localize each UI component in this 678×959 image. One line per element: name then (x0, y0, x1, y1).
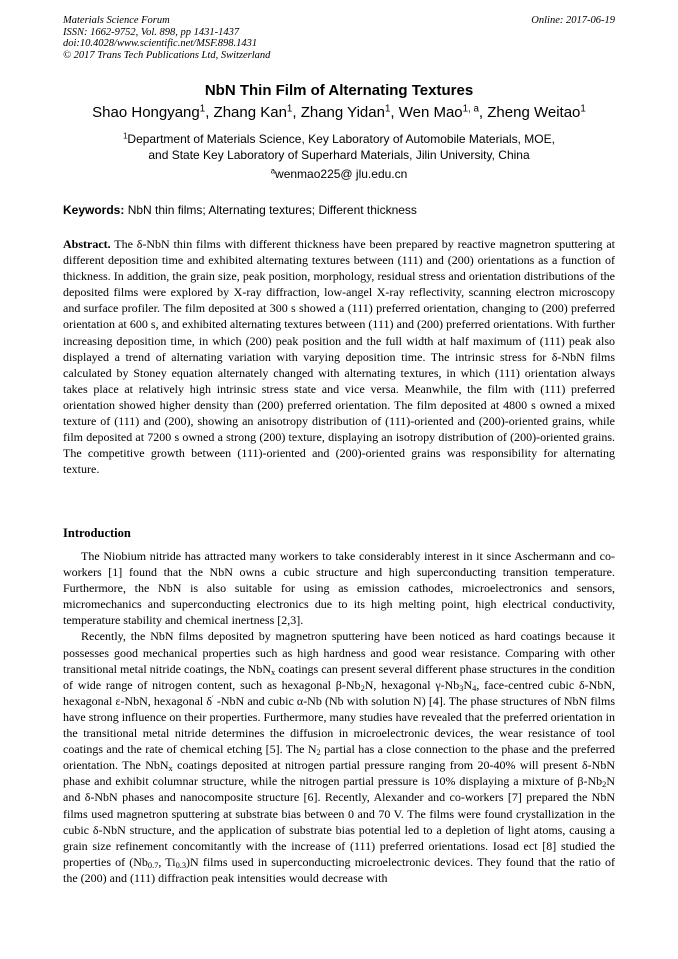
subscript: 2 (316, 748, 321, 758)
text-run: Recently, the NbN films deposited by magnetron sputtering have been noticed as hard coatings because it possesses good mechanical properties such as high hardness and good wear resistance. Comparing with other transitional metal nitride coatings, the NbN (63, 629, 615, 676)
subscript: 0.3 (175, 860, 187, 870)
journal-name: Materials Science Forum (63, 15, 170, 26)
paragraph-text: The Niobium nitride has attracted many workers to take considerably interest in it since Aschermann and co-workers [1] found that the NbN owns a cubic structure and high superconducting transition temperature. Furthermore, the NbN is also suitable for using as emission cathodes, microelectronics and sensors, micromechanics and superconducting electronics due to its high melting point, high electrical conductivity, temperature stability and chemical inertness [2,3]. (63, 549, 615, 628)
doi-line: doi:10.4028/www.scientific.net/MSF.898.1431 (63, 38, 258, 49)
paragraph (63, 548, 615, 628)
affil-line-1: Department of Materials Science, Key Laboratory of Automobile Materials, MOE, (127, 132, 555, 146)
text-run: N, hexagonal γ-Nb (364, 677, 460, 692)
text-run: )N films used in superconducting microelectronic devices. They found that the ratio of the (200) and (111) diffraction peak intensities would decrease with (63, 854, 616, 885)
text-run: , face-centred cubic δ-NbN, hexagonal ε-NbN, hexagonal δ (63, 677, 615, 708)
author-affil-mark: 1 (199, 103, 206, 115)
author-name: Zheng Weitao (487, 104, 581, 121)
affil-line-2: and State Key Laboratory of Superhard Materials, Jilin University, China (148, 148, 530, 162)
journal-header (63, 15, 270, 61)
author-name: Shao Hongyang (92, 104, 200, 121)
affiliation (0, 131, 678, 163)
author-affil-mark: 1 (286, 103, 293, 115)
keywords (63, 203, 417, 217)
abstract-text: The δ-NbN thin films with different thickness have been prepared by reactive magnetron sputtering at different deposition time and exhibited alternating textures between (111) and (200) orientations as a function of thickness. In addition, the grain size, peak position, morphology, residual stress and orientation distributions of the deposited films were explored by X-ray diffraction, low-angel X-ray reflectivity, scanning electron microscopy and surface profiler. The film deposited at 300 s showed a (111) preferred orientation, changing to (200) preferred orientation at 600 s, and exhibited alternating textures between (111) and (200) preferred orientations. With further increasing deposition time, in which (200) peak position and the full width at half maximum of (111) peak also displayed a trend of alternating variation with varying deposition time. The intrinsic stress for δ-NbN films calculated by Stoney equation alternately changed with alternating textures, in which (111) orientation always takes place at relatively high intrinsic stress state and vice versa. Meanwhile, the film with (111) preferred orientation showed higher density than (200) preferred orientation. The film deposited at 4800 s owned a mixed texture of (111) and (200), showing an anisotropy distribution of (111)-oriented and (200)-oriented grains, while film deposited at 7200 s owned a strong (200) texture, displaying an isotropy distribution of (200)-oriented grains. The competitive growth between (111)-oriented and (200)-oriented grains was responsibility for alternating texture. (63, 237, 615, 477)
subscript: 2 (360, 683, 365, 693)
author-affil-mark: 1, a (462, 103, 479, 115)
subscript: x (271, 667, 276, 677)
affil-mark: 1 (123, 131, 128, 141)
text-run: -NbN and cubic α-Nb (Nb with solution N) [4]. The phase structures of NbN films have strong influence on their properties. Furthermore, many studies have revealed that the preferred orientation in the transitional metal nitride determines the diffusion in microelectronic devices, the wear resistance of tool coatings and the rate of chemical etching [5]. The N (63, 693, 615, 757)
copyright-line: © 2017 Trans Tech Publications Ltd, Switzerland (63, 49, 271, 61)
paragraph (63, 628, 615, 886)
text-run: coatings can present several different phase structures in the condition of wide range of nitrogen content, such as hexagonal β-Nb (63, 661, 615, 692)
paper-title: NbN Thin Film of Alternating Textures (204, 82, 474, 99)
subscript: 4 (472, 683, 477, 693)
author-email (0, 167, 678, 181)
subscript: x (168, 764, 173, 774)
subscript: 0.7 (147, 860, 159, 870)
author-affil-mark: 1 (580, 103, 586, 115)
superscript: ′ (212, 693, 214, 703)
section-heading-introduction: Introduction (63, 526, 131, 540)
keywords-label: Keywords: (63, 203, 125, 217)
subscript: 2 (602, 780, 607, 790)
abstract-label: Abstract. (63, 237, 111, 251)
email-address: wenmao225@ jlu.edu.cn (275, 167, 408, 181)
author-affil-mark: 1 (384, 103, 391, 115)
author-name: Zhang Kan (213, 104, 287, 121)
introduction-body (63, 548, 615, 886)
text-run: , Ti (158, 854, 176, 869)
author-list: Shao Hongyang$^1$, Zhang Kan$^1$, Zhang Yidan$^1$, Wen Mao$^{1, a}$, Zheng Weitao$^1$ (92, 103, 586, 121)
text-run: partial has a close connection to the phase and the preferred orientation. The NbN (63, 742, 615, 773)
author-name: Wen Mao (398, 104, 463, 121)
text-run: N (463, 677, 473, 692)
author-name: Zhang Yidan (300, 104, 385, 121)
keywords-text: NbN thin films; Alternating textures; Different thickness (124, 203, 417, 217)
issn-line: ISSN: 1662-9752, Vol. 898, pp 1431-1437 (63, 26, 240, 38)
text-run: N and δ-NbN phases and nanocomposite structure [6]. Recently, Alexander and co-workers [7] prepared the NbN films used magnetron sputtering at substrate bias between 0 and 70 V. The films were found crystallization in the cubic δ-NbN structure, and the application of substrate bias potential led to a depletion of light atoms, causing a grain size refinement concomitantly with the increase of (111) preferred orientations. Iosad ect [8] studied the properties of (Nb (63, 774, 615, 869)
subscript: 3 (459, 683, 464, 693)
abstract (63, 236, 615, 477)
text-run: coatings deposited at nitrogen partial pressure ranging from 20-40% will present δ-NbN phase and exhibit columnar structure, while the nitrogen partial pressure is 10% displaying a mixture of β-Nb (63, 758, 615, 789)
email-mark: a (270, 166, 276, 176)
online-date: Online: 2017-06-19 (531, 15, 615, 26)
